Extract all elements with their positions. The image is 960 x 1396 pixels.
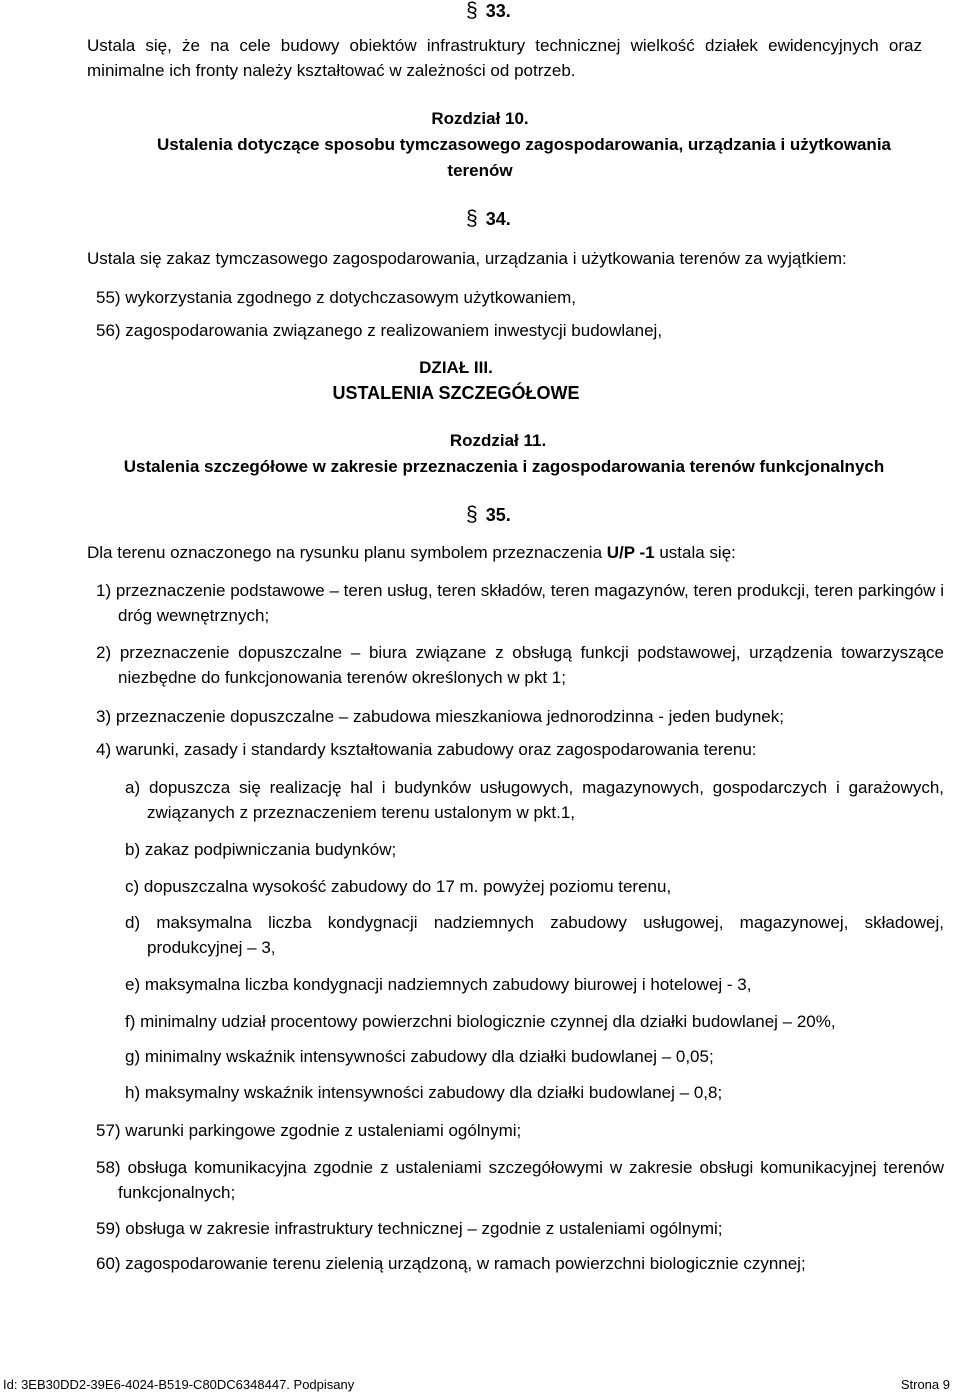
section-number: 35.: [485, 505, 511, 525]
sub-list-item: g) minimalny wskaźnik intensywności zabudowy dla działki budowlanej – 0,05;: [125, 1047, 714, 1066]
section-number: 34.: [485, 209, 511, 229]
list-item: 60) zagospodarowanie terenu zielenią urządzoną, w ramach powierzchni biologicznie czynnej;: [96, 1254, 806, 1273]
division-title: DZIAŁ III.: [419, 358, 493, 377]
paragraph-35-text-end: ustala się:: [654, 543, 736, 562]
list-item: 56) zagospodarowania związanego z realizowaniem inwestycji budowlanej,: [96, 321, 663, 340]
paragraph-33: Ustala się, że na cele budowy obiektów infrastruktury technicznej wielkość działek ewidencyjnych oraz minimalne ich fronty należy kształtować w zależności od potrzeb.: [87, 36, 922, 80]
list-item: 59) obsługa w zakresie infrastruktury technicznej – zgodnie z ustaleniami ogólnymi;: [96, 1219, 723, 1238]
section-symbol: §: [466, 0, 478, 22]
chapter-10-subtitle-line2: terenów: [447, 161, 513, 180]
chapter-11-title: Rozdział 11.: [449, 431, 547, 450]
list-item: 1) przeznaczenie podstawowe – teren usług, teren składów, teren magazynów, teren produkcji, teren parkingów i dróg wewnętrznych;: [96, 581, 944, 625]
sub-list-item: d) maksymalna liczba kondygnacji nadziemnych zabudowy usługowej, magazynowej, składowej, produkcyjnej – 3,: [125, 913, 944, 957]
sub-list-item: f) minimalny udział procentowy powierzchni biologicznie czynnej dla działki budowlanej – 20%,: [125, 1012, 836, 1031]
paragraph-35: [87, 540, 922, 565]
sub-list-item: e) maksymalna liczba kondygnacji nadziemnych zabudowy biurowej i hotelowej - 3,: [125, 975, 752, 994]
list-item: 58) obsługa komunikacyjna zgodnie z ustaleniami szczegółowymi w zakresie obsługi komunikacyjnej terenów funkcjonalnych;: [96, 1158, 944, 1202]
section-35-heading: [466, 502, 511, 528]
list-item: 57) warunki parkingowe zgodnie z ustaleniami ogólnymi;: [96, 1121, 522, 1140]
section-34-heading: [466, 206, 511, 232]
document-id-footer: Id: 3EB30DD2-39E6-4024-B519-C80DC6348447. Podpisany: [3, 1377, 355, 1392]
list-item: 2) przeznaczenie dopuszczalne – biura związane z obsługą funkcji podstawowej, urządzenia towarzyszące niezbędne do funkcjonowania terenów określonych w pkt 1;: [96, 643, 944, 687]
paragraph-34: Ustala się zakaz tymczasowego zagospodarowania, urządzania i użytkowania terenów za wyjątkiem:: [87, 249, 847, 268]
section-symbol: §: [466, 503, 478, 526]
list-item: 4) warunki, zasady i standardy kształtowania zabudowy oraz zagospodarowania terenu:: [96, 740, 757, 759]
division-subtitle: USTALENIA SZCZEGÓŁOWE: [332, 383, 580, 403]
paragraph-35-text: Dla terenu oznaczonego na rysunku planu symbolem przeznaczenia: [87, 543, 607, 562]
zone-symbol: U/P -1: [606, 543, 655, 562]
sub-list-item: b) zakaz podpiwniczania budynków;: [125, 840, 397, 859]
chapter-11-subtitle: Ustalenia szczegółowe w zakresie przeznaczenia i zagospodarowania terenów funkcjonalnych: [123, 457, 885, 476]
section-number: 33.: [485, 1, 511, 21]
sub-list-item: c) dopuszczalna wysokość zabudowy do 17 m. powyżej poziomu terenu,: [125, 877, 672, 896]
section-33-heading: [466, 0, 511, 24]
section-symbol: §: [466, 207, 478, 230]
sub-list-item: h) maksymalny wskaźnik intensywności zabudowy dla działki budowlanej – 0,8;: [125, 1083, 723, 1102]
chapter-10-title: Rozdział 10.: [431, 109, 529, 128]
chapter-10-subtitle-line1: Ustalenia dotyczące sposobu tymczasowego zagospodarowania, urządzania i użytkowania: [156, 135, 891, 154]
list-item: 55) wykorzystania zgodnego z dotychczasowym użytkowaniem,: [96, 288, 576, 307]
list-item: 3) przeznaczenie dopuszczalne – zabudowa mieszkaniowa jednorodzinna - jeden budynek;: [96, 707, 784, 726]
sub-list-item: a) dopuszcza się realizację hal i budynków usługowych, magazynowych, gospodarczych i garażowych, związanych z przeznaczeniem terenu ustalonym w pkt.1,: [125, 778, 944, 822]
page-number: Strona 9: [900, 1377, 950, 1392]
